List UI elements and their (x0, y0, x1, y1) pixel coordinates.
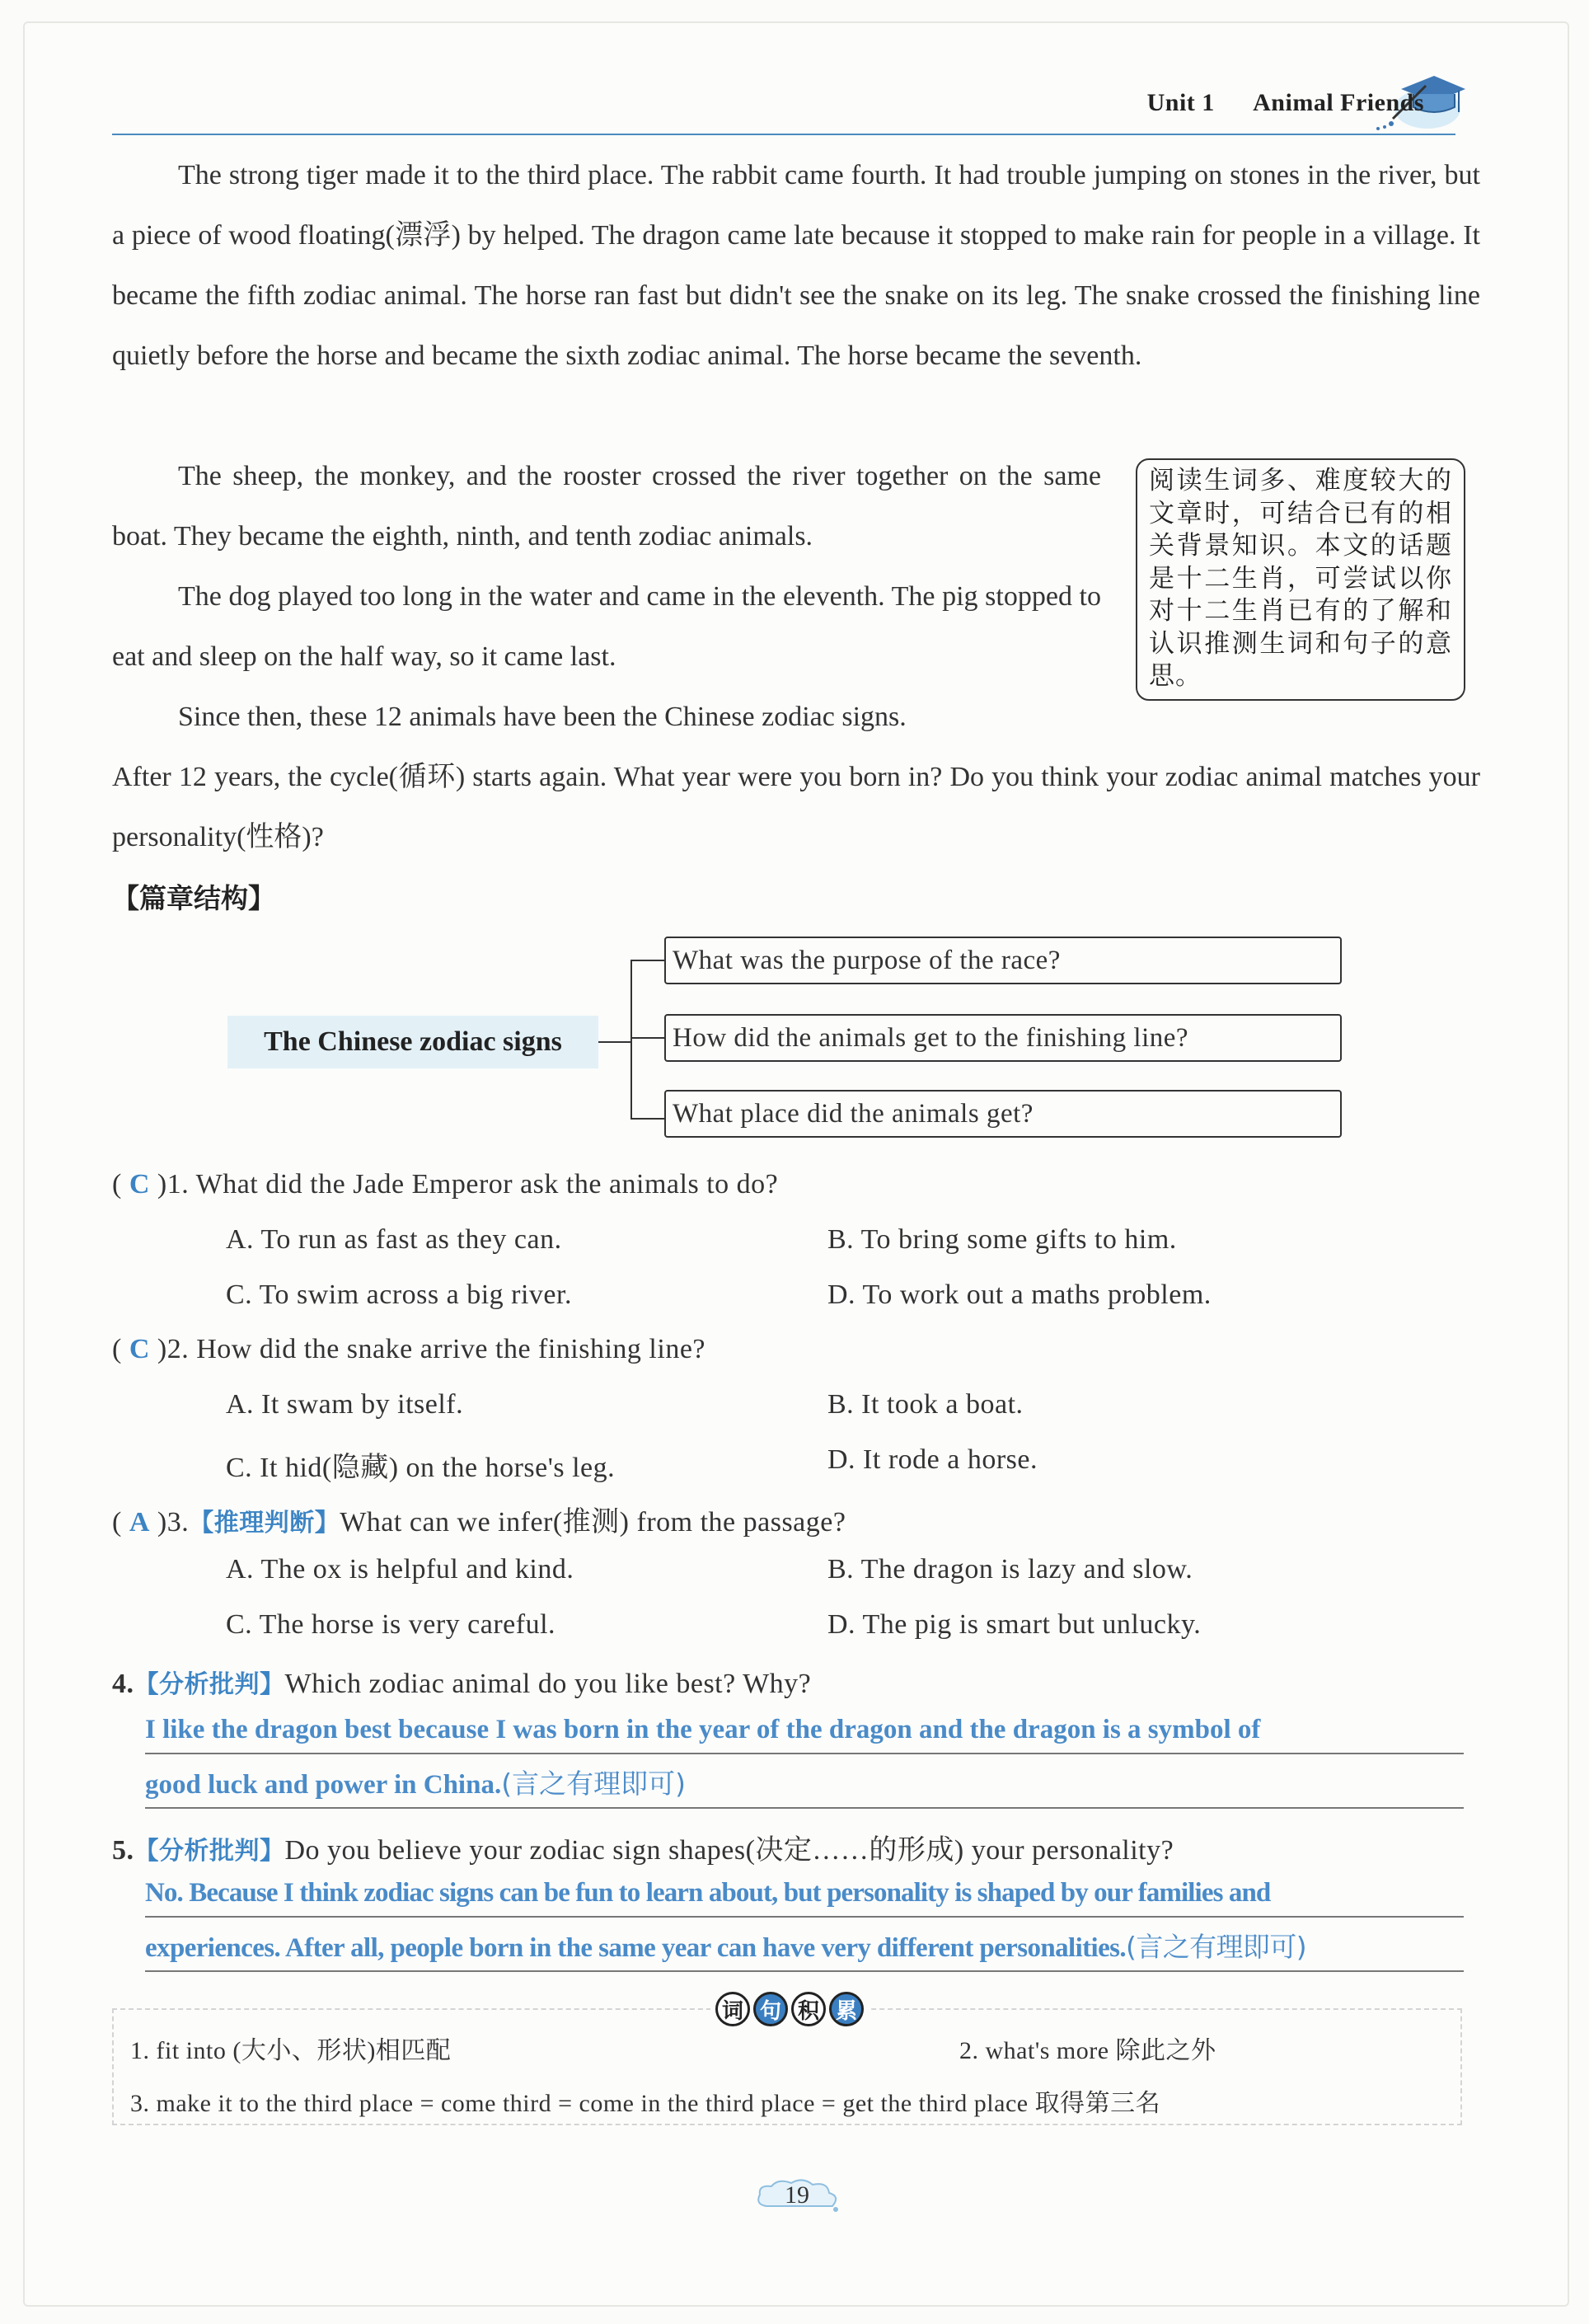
option-b: B. It took a boat. (827, 1389, 1024, 1420)
structure-title: 【篇章结构】 (112, 882, 275, 914)
vocabulary-title (710, 1990, 869, 2028)
title-char: 积 (791, 1992, 826, 2026)
question-number: 5. (112, 1835, 134, 1866)
option-d: D. The pig is smart but unlucky. (827, 1609, 1202, 1640)
question-number: )1. (157, 1169, 190, 1200)
vocabulary-item: 2. what's more 除此之外 (959, 2037, 1216, 2064)
answer-text: experiences. After all, people born in the same year can have very different personalities. (145, 1933, 1127, 1963)
answer-line (145, 1870, 1464, 1918)
question-text: What did the Jade Emperor ask the animals to do? (195, 1169, 779, 1200)
structure-branch: What was the purpose of the race? (664, 937, 1342, 984)
passage-paragraph-4: Since then, these 12 animals have been the Chinese zodiac signs. (178, 702, 907, 732)
title-char: 词 (715, 1992, 750, 2026)
option-d: D. It rode a horse. (827, 1444, 1038, 1475)
answer-text: good luck and power in China. (145, 1770, 502, 1800)
question-1: ( C )1. What did the Jade Emperor ask the animals to do? (112, 1169, 779, 1200)
passage-paragraph-2: The sheep, the monkey, and the rooster crossed the river together on the same boat. They became the eighth, ninth, and tenth zodiac animals. (112, 461, 1101, 552)
question-3: ( A )3.【推理判断】What can we infer(推测) from the passage? (112, 1507, 846, 1538)
answer-note: (言之有理即可) (501, 1768, 686, 1800)
unit-title: Animal Friends (1253, 89, 1424, 116)
option-a: A. The ox is helpful and kind. (226, 1554, 574, 1585)
answer-text: No. Because I think zodiac signs can be fun to learn about, but personality is shaped by our families and (145, 1878, 1271, 1908)
structure-branch: How did the animals get to the finishing line? (664, 1014, 1342, 1062)
page-number (752, 2175, 842, 2216)
question-number: )2. (157, 1334, 190, 1364)
title-char: 句 (753, 1992, 788, 2026)
structure-root: The Chinese zodiac signs (227, 1016, 598, 1068)
answer-mark: A (129, 1507, 150, 1538)
option-d: D. To work out a maths problem. (827, 1279, 1212, 1310)
answer-line (145, 1924, 1464, 1972)
answer-line (145, 1761, 1464, 1809)
structure-connector (598, 960, 664, 1133)
page-header (1147, 89, 1424, 117)
question-text: Do you believe your zodiac sign shapes(决定……的形成) your personality? (284, 1835, 1174, 1866)
option-c: C. To swim across a big river. (226, 1279, 572, 1310)
question-text: What can we infer(推测) from the passage? (340, 1507, 846, 1538)
option-c: C. It hid(隐藏) on the horse's leg. (226, 1453, 616, 1483)
passage-paragraph-5: After 12 years, the cycle(循环) starts again. What year were you born in? Do you think your zodiac animal matches your personality(性格)? (112, 762, 1480, 852)
structure-branch: What place did the animals get? (664, 1090, 1342, 1138)
option-a: A. It swam by itself. (226, 1389, 464, 1420)
answer-text: I like the dragon best because I was born in the year of the dragon and the dragon is a symbol of (145, 1715, 1261, 1744)
passage-paragraph-1: The strong tiger made it to the third place. The rabbit came fourth. It had trouble jumping on stones in the river, but a piece of wood floating(漂浮) by helped. The dragon came late because it stopped to make rain for people in a village. It became the fifth zodiac animal. The horse ran fast but didn't see the snake on its leg. The snake crossed the finishing line quietly before the horse and became the sixth zodiac animal. The horse became the seventh. (112, 160, 1480, 371)
answer-note: (言之有理即可) (1126, 1931, 1306, 1963)
question-tag: 【推理判断】 (189, 1509, 340, 1538)
title-char: 累 (829, 1992, 864, 2026)
question-5 (112, 1827, 1174, 1867)
question-4 (112, 1664, 811, 1700)
question-text: Which zodiac animal do you like best? Why? (284, 1669, 812, 1699)
option-b: B. To bring some gifts to him. (827, 1224, 1177, 1255)
question-tag: 【分析批判】 (134, 1837, 285, 1866)
page-number-text: 19 (785, 2181, 809, 2209)
passage-paragraph-group (112, 446, 1101, 747)
unit-label: Unit 1 (1146, 89, 1215, 116)
option-a: A. To run as fast as they can. (226, 1224, 562, 1255)
question-2: ( C )2. How did the snake arrive the finishing line? (112, 1334, 705, 1364)
question-text: How did the snake arrive the finishing line? (196, 1334, 705, 1364)
option-c: C. The horse is very careful. (226, 1609, 556, 1640)
option-b: B. The dragon is lazy and slow. (827, 1554, 1193, 1585)
question-tag: 【分析批判】 (134, 1670, 285, 1699)
vocabulary-item: 3. make it to the third place = come third = come in the third place = get the third place 取得第三名 (130, 2090, 1161, 2117)
question-number: 4. (112, 1669, 134, 1699)
answer-mark: C (129, 1334, 150, 1364)
passage-paragraph-3: The dog played too long in the water and came in the eleventh. The pig stopped to eat and sleep on the half way, so it came last. (112, 581, 1101, 672)
answer-line (145, 1707, 1464, 1754)
vocabulary-item: 1. fit into (大小、形状)相匹配 (130, 2037, 452, 2064)
reading-tip-box: 阅读生词多、难度较大的文章时，可结合已有的相关背景知识。本文的话题是十二生肖，可尝试以你对十二生肖已有的了解和认识推测生词和句子的意思。 (1136, 458, 1465, 701)
answer-mark: C (129, 1169, 150, 1200)
question-number: )3. (157, 1507, 190, 1538)
header-divider (112, 134, 1455, 135)
